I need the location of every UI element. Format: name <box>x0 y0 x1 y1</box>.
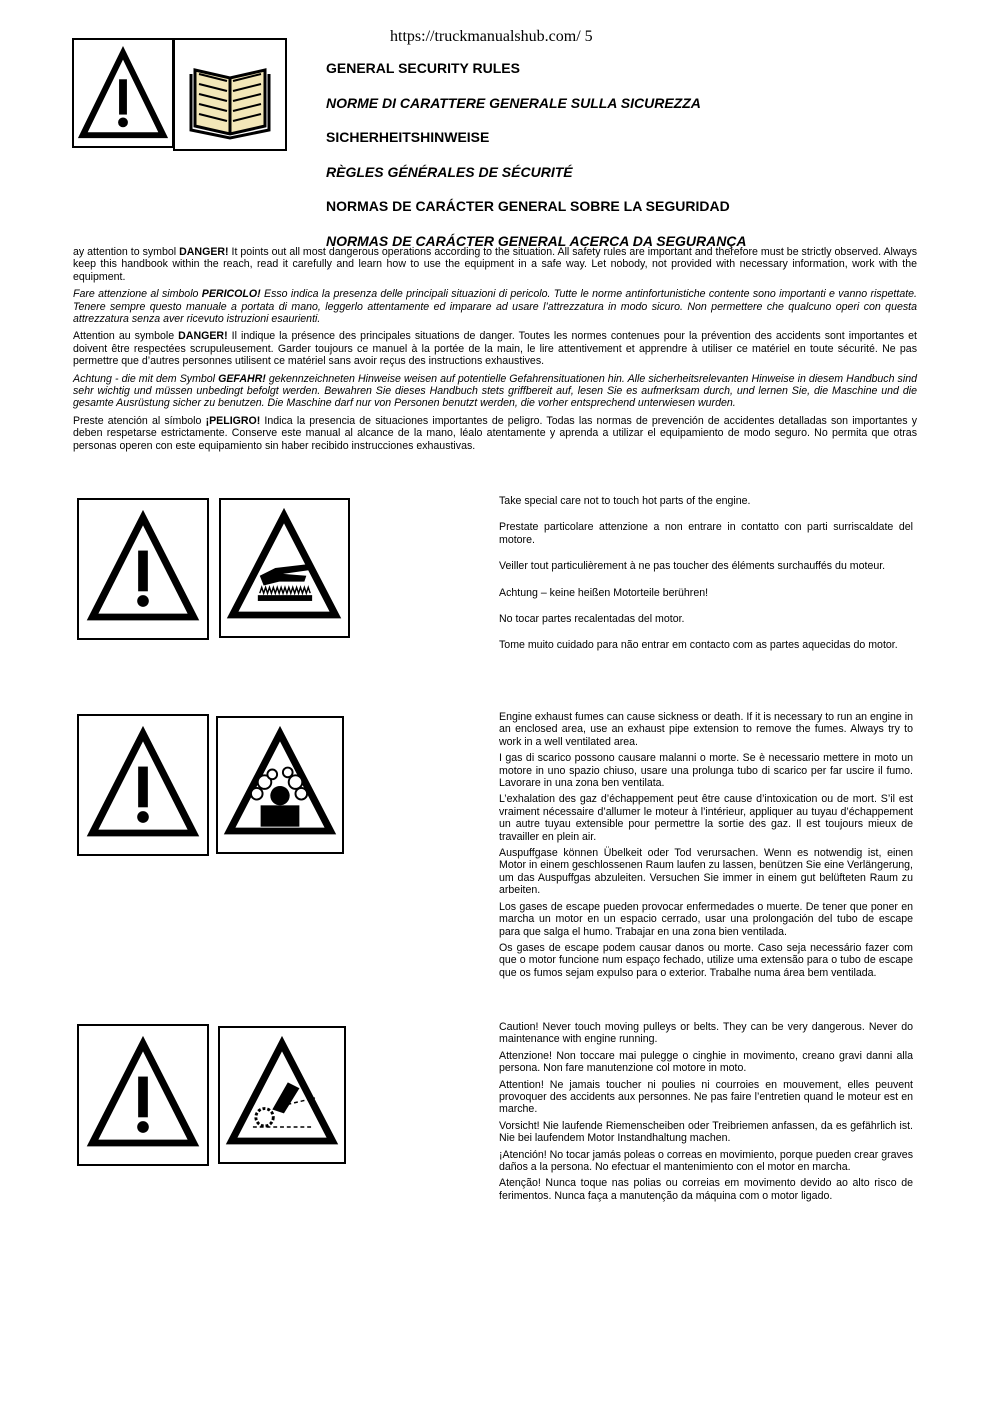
belts-fr: Attention! Ne jamais toucher ni poulies ni courroies en mouvement, elles peuvent provoquer des accidents aux personnes. Ne pas faire l’entretien quand le moteur est en marche. <box>499 1078 913 1116</box>
section-belts-symbol-box <box>218 1026 346 1164</box>
heading-es: NORMAS DE CARÁCTER GENERAL SOBRE LA SEGURIDAD <box>326 198 730 214</box>
section-fumes-text <box>499 711 913 983</box>
heading-fr: RÈGLES GÉNÉRALES DE SÉCURITÉ <box>326 163 573 180</box>
moving-belt-icon <box>220 1028 344 1162</box>
section-hot-symbol-box <box>219 498 350 638</box>
hot-es: No tocar partes recalentadas del motor. <box>499 613 685 626</box>
heading-en: GENERAL SECURITY RULES <box>326 60 520 76</box>
section-belts-text <box>499 1021 913 1206</box>
hot-fr: Veiller tout particulièrement à ne pas toucher des éléments surchauffés du moteur. <box>499 560 886 573</box>
warning-triangle-icon <box>79 1026 207 1164</box>
belts-it: Attenzione! Non toccare mai pulegge o cinghie in movimento, creano gravi danni alla persona. Non fare manutenzione col motore in moto. <box>499 1049 913 1075</box>
section-hot-text <box>499 495 913 666</box>
warning-triangle-icon <box>74 40 172 146</box>
page-url: https://truckmanualshub.com/ 5 <box>390 28 593 45</box>
section-belts-warning-box <box>77 1024 209 1166</box>
header-manual-box <box>173 38 287 151</box>
exhaust-fumes-icon <box>218 718 342 852</box>
heading-list <box>326 60 926 267</box>
header-warning-box <box>72 38 174 148</box>
belts-en: Caution! Never touch moving pulleys or belts. They can be very dangerous. Never do maintenance with engine running. <box>499 1021 913 1046</box>
hot-it: Prestate particolare attenzione a non entrare in contatto con parti surriscaldate del motore. <box>499 521 913 546</box>
fumes-pt: Os gases de escape podem causar danos ou morte. Caso seja necessário fazer com que o motor funcione num espaço fechado, utilize uma extensão para o tubo de escape que os fumos sejam expulso para o exterior. Trabalhe numa área bem ventilada. <box>499 941 913 979</box>
section-fumes-warning-box <box>77 714 209 856</box>
intro-it: Fare attenzione al simbolo PERICOLO! Esso indica la presenza delle principali situazioni di pericolo. Tutte le norme antinfortunistiche contente sono importanti e vanno rispettate. Tenere sempre questo manuale a portata di mano, leggerlo attentamente ed imparare ad usare l’attrezzatura in modo sicuro. Non permettere che qualcuno operi con questa attrezzatura senza aver ricevuto istruzioni esaurienti. <box>73 288 917 326</box>
fumes-de: Auspuffgase können Übelkeit oder Tod verursachen. Wenn es notwendig ist, einen Motor in einem geschlossenen Raum laufen zu lassen, benützen Sie eine Verlängerung, um das Auspuffgas abzuleiten. Versuchen Sie immer in einem gut belüfteten Raum zu arbeiten. <box>499 847 914 897</box>
belts-es: ¡Atención! No tocar jamás poleas o correas en movimiento, porque pueden crear graves daños a la persona. No efectuar el mantenimiento con el motor en marcha. <box>499 1148 913 1174</box>
heading-it: NORME DI CARATTERE GENERALE SULLA SICUREZZA <box>326 94 701 111</box>
intro-en: ay attention to symbol DANGER! It points out all most dangerous operations according to the situation. All safety rules are important and therefore must be strictly observed. Always keep this handbook within the reach, read it carefully and learn how to use the equipment in a safe way. Let nobody, not provided with necessary information, work with the equipment. <box>73 246 918 283</box>
belts-pt: Atenção! Nunca toque nas polias ou correias em movimento devido ao alto risco de ferimentos. Nunca faça a manutenção da máquina com o motor ligado. <box>499 1177 913 1202</box>
heading-pt: NORMAS DE CARÁCTER GENERAL ACERCA DA SEGURANÇA <box>326 232 747 249</box>
intro-es: Preste atención al símbolo ¡PELIGRO! Indica la presencia de situaciones importantes de peligro. Todas las normas de prevención de accidentes detalladas son importantes y deben respetarse estrictamente. Conserve este manual al alcance de la mano, léalo atentamente y aprenda a utilizar el equipamiento de modo seguro. No permita que otras personas operen con este equipamiento sin haber recibido instrucciones exhaustivas. <box>73 414 917 452</box>
hot-de: Achtung – keine heißen Motorteile berühren! <box>499 586 709 599</box>
fumes-fr: L’exhalation des gaz d’échappement peut être cause d’intoxication ou de mort. S’il est vraiment nécessaire d’allumer le moteur à l’intérieur, appliquer au tuyau d’échappement un autre tuyau extensible pour permettre la sortie des gaz. Il est toujours mieux de travailler en plein air. <box>499 793 913 843</box>
section-hot-warning-box <box>77 498 209 640</box>
fumes-es: Los gases de escape pueden provocar enfermedades o muerte. De tener que poner en marcha un motor en un espacio cerrado, usar una prolongación del tubo de escape para que salga el humo. Trabajar en una zona bien ventilada. <box>499 900 913 938</box>
hot-en: Take special care not to touch hot parts of the engine. <box>499 495 751 507</box>
section-fumes-symbol-box <box>216 716 344 854</box>
belts-de: Vorsicht! Nie laufende Riemenscheiben oder Treibriemen anfassen, da es gefährlich ist. Nie bei laufendem Motor Instandhaltung machen. <box>499 1119 913 1145</box>
fumes-it: I gas di scarico possono causare malanni o morte. Se è necessario mettere in moto un motore in uno spazio chiuso, usare una prolunga tubo di scarico per far uscire il fumo. Lavorare in una zona ben ventilata. <box>499 752 913 790</box>
intro-text <box>73 246 917 457</box>
heading-de: SICHERHEITSHINWEISE <box>326 129 490 145</box>
intro-fr: Attention au symbole DANGER! Il indique la présence des principales situations de danger. Toutes les normes contenues pour la prévention des accidents sont importantes et doivent être respectées scrupuleusement. Garder toujours ce manuel à la portée de la main, le lire attentivement et apprendre à utiliser ce matériel en toute sécurité. Ne pas permettre que d’autres personnes utilisent ce matériel sans avoir reçus des instructions exhaustives. <box>73 330 917 368</box>
intro-de: Achtung - die mit dem Symbol GEFAHR! gekennzeichneten Hinweise weisen auf potentielle Gefahrensituationen hin. Alle sicherheitsrelevanten Hinweise in diesem Handbuch sind sehr wichtig und müssen unbedingt befolgt werden. Bewahren Sie dieses Handbuch stets griffbereit auf, lesen Sie es aufmerksam durch, und lernen Sie, die Maschine und die gesamte Ausrüstung sicher zu benutzen. Die Maschine darf nur von Personen benutzt werden, die vorher entsprechend unterwiesen wurden. <box>73 372 917 410</box>
hot-pt: Tome muito cuidado para não entrar em contacto com as partes aquecidas do motor. <box>499 639 898 652</box>
warning-triangle-icon <box>79 500 207 638</box>
warning-triangle-icon <box>79 716 207 854</box>
hot-surface-icon <box>221 500 348 636</box>
manual-book-icon <box>175 40 285 149</box>
fumes-en: Engine exhaust fumes can cause sickness or death. If it is necessary to run an engine in an enclosed area, use an exhaust pipe extension to remove the fumes. Always try to work in a well ventilated area. <box>499 711 913 748</box>
